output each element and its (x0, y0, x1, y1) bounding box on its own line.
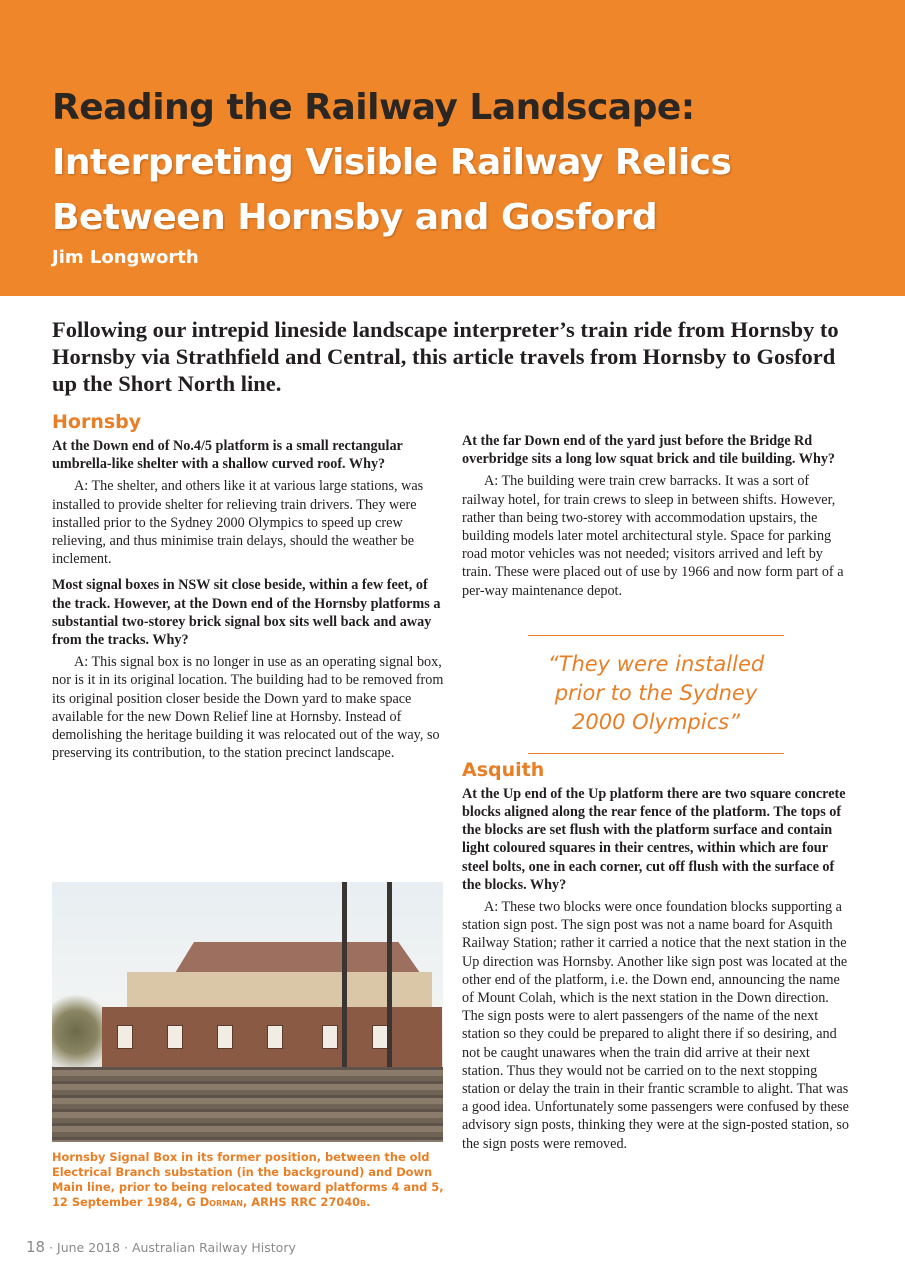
photo-window (217, 1025, 233, 1049)
issue-info: · June 2018 · Australian Railway History (45, 1240, 296, 1255)
title-line: Reading the Railway Landscape: (52, 87, 695, 128)
photo-window (267, 1025, 283, 1049)
author-byline: Jim Longworth (52, 247, 199, 268)
answer: A: These two blocks were once foundation blocks supporting a station sign post. The sign post was not a name board for Asquith Railway Station; rather it carried a notice that the next station in the Up direction was Hornsby. Another like sign post was located at the other end of the platform, i.e. the Down end, announcing the name of Mount Colah, which is the next station in the Down direction. The sign posts were to alert passengers of the name of the next station so they could be prepared to alight there if so desiring, and not be caught unawares when the train did arrive at their next station. Thus they would not be carried on to the next stopping station or delay the train in their frantic scramble to alight. That was a good idea. Unfortunately some passengers were confused by these advisory sign posts, thinking they were at the sign-posted station, so the sign posts were removed. (462, 899, 849, 1152)
photo-window (372, 1025, 388, 1049)
question: At the Up end of the Up platform there are two square concrete blocks aligned along the rear fence of the platform. The tops of the blocks are set flush with the platform surface and contain light coloured squares in their centres, within which are four steel bolts, one in each corner, cut off flush with the surface of the blocks. Why? (462, 785, 846, 893)
page-footer (26, 1238, 296, 1256)
photo-window (322, 1025, 338, 1049)
photo-tracks (52, 1067, 443, 1142)
intro-standfirst: Following our intrepid lineside landscape interpreter’s train ride from Hornsby to Hornsby via Strathfield and Central, this article travels from Hornsby to Gosford up the Short North line. (52, 317, 839, 396)
question: At the far Down end of the yard just before the Bridge Rd overbridge sits a long low squat brick and tile building. Why? (462, 433, 836, 468)
right-column (462, 432, 854, 1161)
caption-text: Hornsby Signal Box in its former position, between the old Electrical Branch substation (in the background) and Down Main line, prior to being relocated toward platforms 4 and 5, 12 September 1984, (52, 1150, 444, 1209)
left-column (52, 410, 444, 770)
photo-window (117, 1025, 133, 1049)
section-heading-asquith: Asquith (462, 758, 545, 781)
question: Most signal boxes in NSW sit close beside, within a few feet, of the track. However, at the Down end of the Hornsby platforms a substantial two-storey brick signal box sits well back and away from the tracks. Why? (52, 577, 441, 649)
photo-credit: G Dorman, ARHS RRC 27040b. (186, 1195, 371, 1209)
title-line: Interpreting Visible Railway Relics (52, 142, 732, 183)
answer: A: This signal box is no longer in use as an operating signal box, nor is it in its original location. The building had to be removed from its original position closer beside the Down yard to make space available for the new Down Relief line at Hornsby. Instead of demolishing the heritage building it was relocated out of the way, so preserving its contribution, to the station precinct landscape. (52, 654, 444, 762)
photo-caption (52, 1150, 444, 1210)
answer: A: The shelter, and others like it at various large stations, was installed to provide shelter for relieving train drivers. They were installed prior to the Sydney 2000 Olympics to speed up crew relieving, and thus minimise train delays, should the weather be inclement. (52, 478, 424, 568)
photo-pole (387, 882, 392, 1072)
question: At the Down end of No.4/5 platform is a small rectangular umbrella-like shelter with a shallow curved roof. Why? (52, 438, 403, 473)
pull-quote: “They were installed prior to the Sydney 2000 Olympics” (528, 635, 784, 754)
article-title (52, 80, 731, 245)
section-heading-hornsby: Hornsby (52, 411, 142, 433)
signal-box-photo (52, 882, 443, 1142)
photo-pole (342, 882, 347, 1072)
title-line: Between Hornsby and Gosford (52, 197, 658, 238)
answer: A: The building were train crew barracks. It was a sort of railway hotel, for train crews to sleep in between shifts. However, rather than being two-storey with accommodation upstairs, the building models later motel architectural style. Space for parking road motor vehicles was not needed; visitors arrived and left by train. These were placed out of use by 1966 and now form part of a per-way maintenance depot. (462, 473, 844, 599)
page-number: 18 (26, 1238, 46, 1256)
photo-window (167, 1025, 183, 1049)
